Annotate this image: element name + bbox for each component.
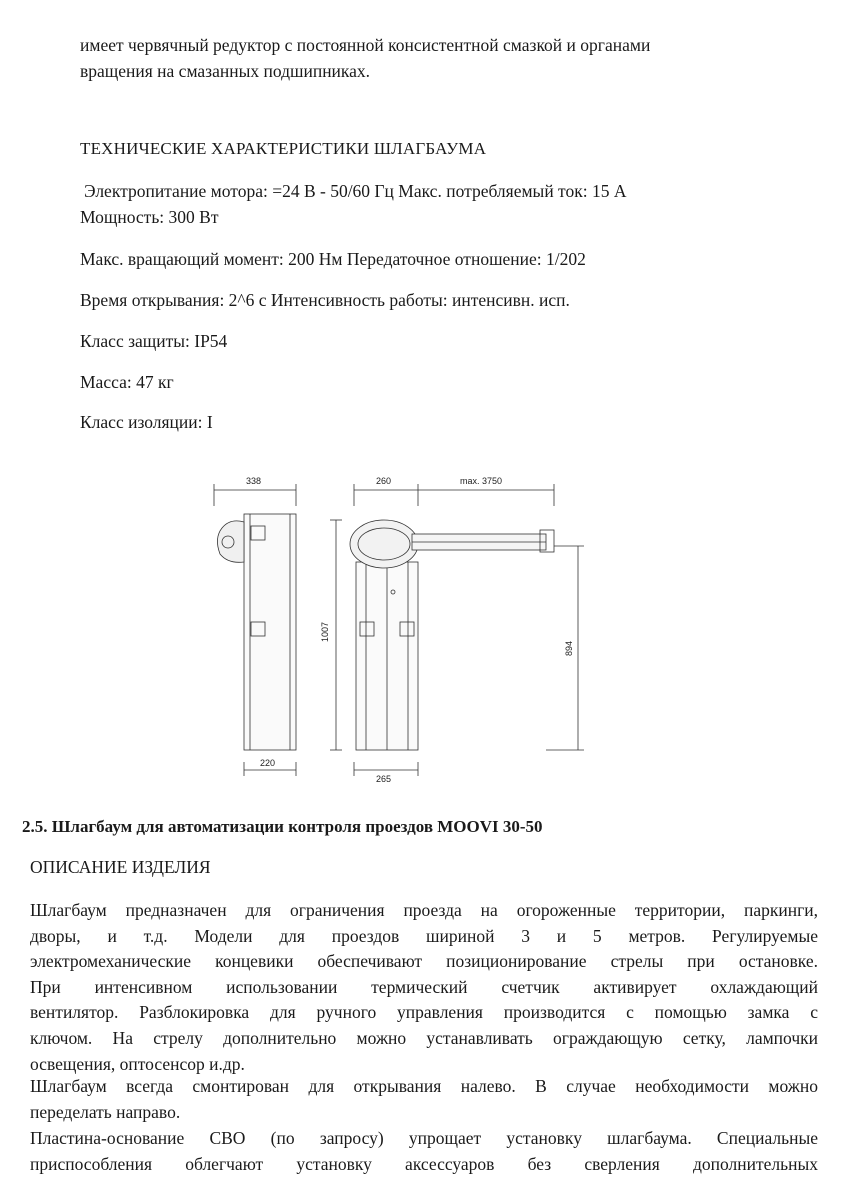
intro-line-1: имеет червячный редуктор с постоянной консистентной смазкой и органами <box>80 35 651 55</box>
dim-side-top: 338 <box>246 476 262 486</box>
spec-line-protection: Класс защиты: IP54 <box>80 331 228 351</box>
dim-height: 1007 <box>320 621 330 642</box>
barrier-technical-drawing <box>200 466 590 792</box>
paragraph-purpose <box>30 898 818 1077</box>
spec-line-opening-time: Время открывания: 2^6 с Интенсивность работы: интенсивн. исп. <box>80 290 570 310</box>
section-title: 2.5. Шлагбаум для автоматизации контроля проездов MOOVI 30-50 <box>22 817 543 836</box>
dim-front-bottom: 265 <box>376 774 392 784</box>
spec-line-power: Мощность: 300 Вт <box>80 207 219 227</box>
spec-line-torque: Макс. вращающий момент: 200 Нм Передаточное отношение: 1/202 <box>80 249 586 269</box>
paragraph-line: приспособления облегчают установку аксессуаров без сверления дополнительных <box>30 1153 818 1174</box>
paragraph-mounting <box>30 1074 818 1125</box>
dim-front-top: 260 <box>376 476 392 486</box>
intro-line-2: вращения на смазанных подшипниках. <box>80 61 371 81</box>
spec-line-power-supply: Электропитание мотора: =24 В - 50/60 Гц Макс. потребляемый ток: 15 А <box>84 181 627 201</box>
spec-line-mass: Масса: 47 кг <box>80 372 174 392</box>
paragraph-line: дворы, и т.д. Модели для проездов шириной 3 и 5 метров. Регулируемые <box>30 925 818 946</box>
paragraph-line: ключом. На стрелу дополнительно можно устанавливать ограждающую сетку, лампочки <box>30 1027 818 1048</box>
specs-heading: ТЕХНИЧЕСКИЕ ХАРАКТЕРИСТИКИ ШЛАГБАУМА <box>80 139 487 158</box>
paragraph-line: освещения, оптосенсор и.др. <box>30 1053 245 1074</box>
paragraph-line: переделать направо. <box>30 1101 181 1122</box>
dim-arm-length: max. 3750 <box>460 476 503 486</box>
paragraph-line: Пластина-основание СВО (по запросу) упрощает установку шлагбаума. Специальные <box>30 1128 818 1148</box>
paragraph-line: электромеханические концевики обеспечивают позиционирование стрелы при остановке. <box>30 951 818 972</box>
paragraph-line: Шлагбаум предназначен для ограничения проезда на огороженные территории, паркинги, <box>30 900 818 920</box>
description-heading: ОПИСАНИЕ ИЗДЕЛИЯ <box>30 857 211 877</box>
paragraph-base-plate <box>30 1126 818 1177</box>
dim-arm-height: 894 <box>564 640 574 656</box>
spec-line-insulation: Класс изоляции: I <box>80 412 213 432</box>
paragraph-line: вентилятор. Разблокировка для ручного управления производится с помощью замка с <box>30 1002 818 1023</box>
paragraph-line: Шлагбаум всегда смонтирован для открывания налево. В случае необходимости можно <box>30 1076 818 1096</box>
paragraph-line: При интенсивном использовании термический счетчик активирует охлаждающий <box>30 976 818 997</box>
dim-side-bottom: 220 <box>260 758 276 768</box>
